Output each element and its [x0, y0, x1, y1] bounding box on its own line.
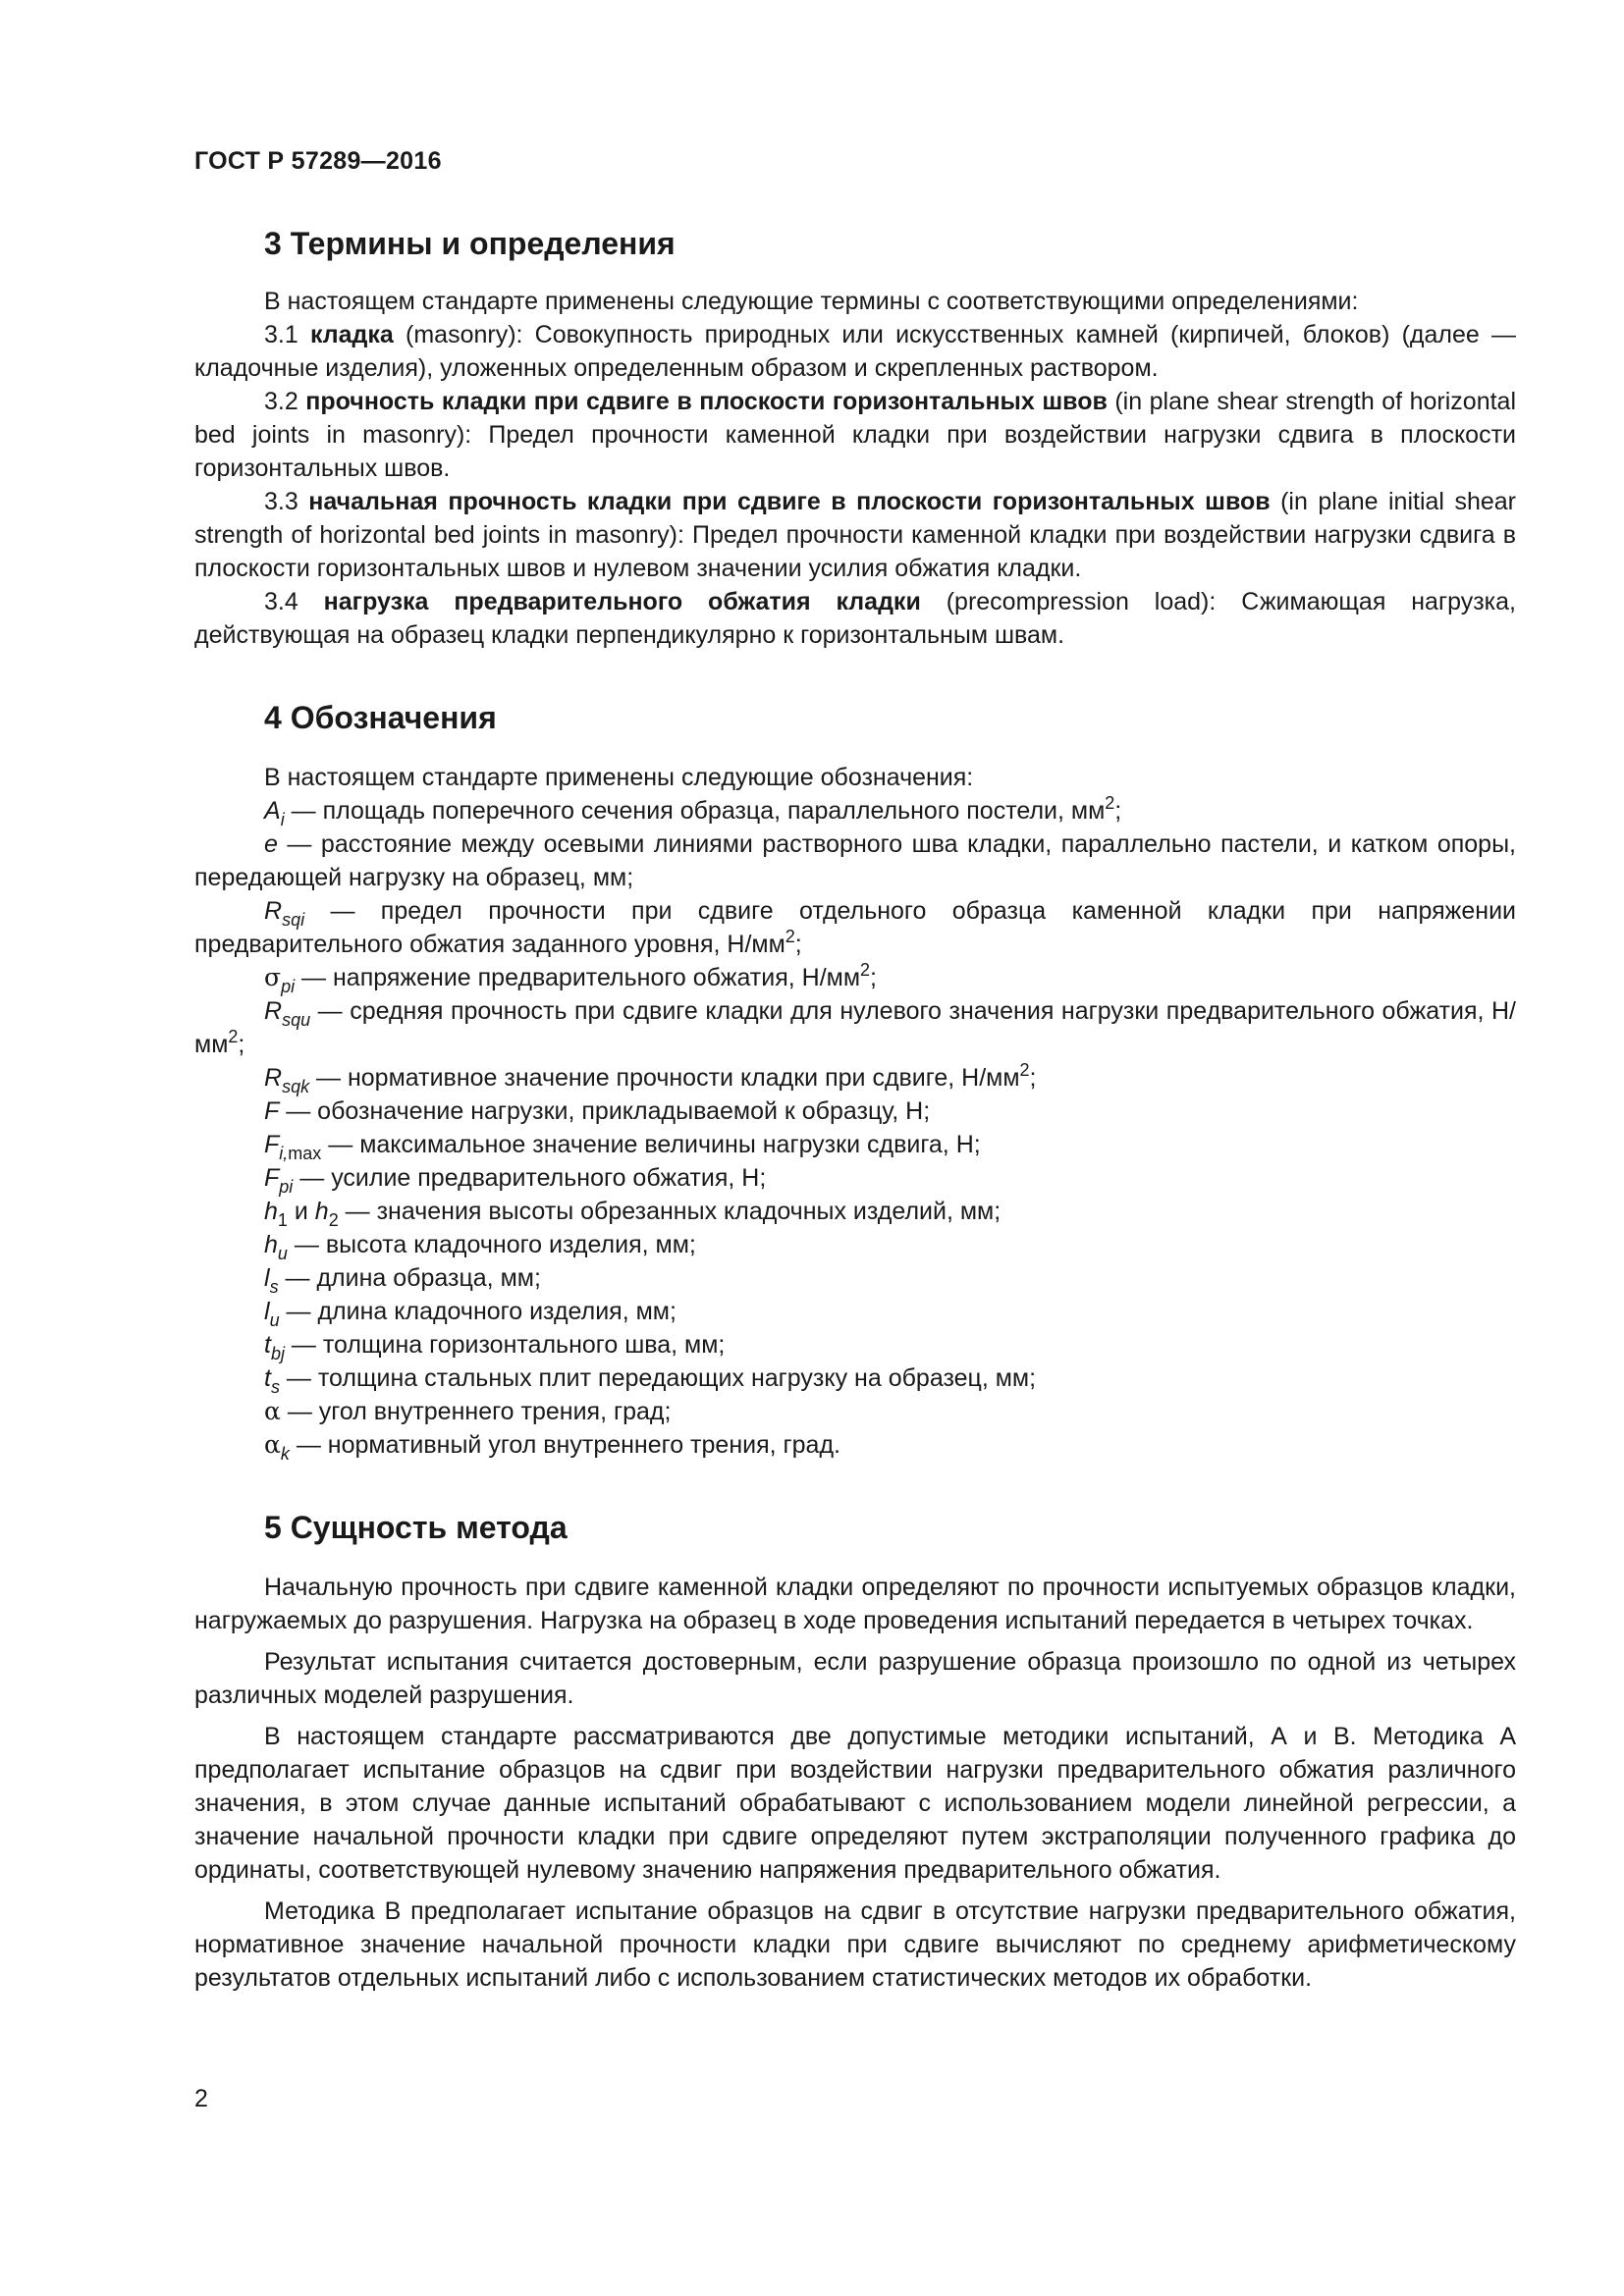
symbol: α [264, 1430, 281, 1459]
symbol: α [264, 1397, 281, 1425]
symbol-definition [194, 1395, 1516, 1428]
symbol-tail: ; [238, 1031, 245, 1058]
symbol-text: — значения высоты обрезанных кладочных изделий, мм; [338, 1198, 1001, 1225]
symbol-text: — нормативное значение прочности кладки при сдвиге, Н/мм [309, 1064, 1020, 1092]
symbol-definition [194, 1261, 1516, 1295]
symbol-text: — средняя прочность при сдвиге кладки для нулевого значения нагрузки предварительного обжатия, Н/мм [194, 997, 1516, 1058]
symbol-text: — площадь поперечного сечения образца, параллельного постели, мм [284, 797, 1106, 825]
symbol-definition [194, 1061, 1516, 1095]
symbol-subscript: bj [270, 1344, 285, 1363]
symbol-joiner: и [287, 1198, 315, 1225]
section-3-intro: В настоящем стандарте применены следующие термины с соответствующими определениями: [264, 288, 1359, 315]
symbol-subscript: u [277, 1244, 288, 1263]
unit-superscript: 2 [1019, 1060, 1030, 1080]
symbol-subscript: i, [279, 1144, 289, 1163]
standard-header: ГОСТ Р 57289—2016 [194, 147, 442, 175]
section-terms [194, 224, 1516, 652]
section-4-title: 4 Обозначения [264, 700, 497, 735]
term-number: 3.4 [264, 588, 324, 615]
symbol-subscript: pi [281, 977, 296, 996]
symbol-subscript: s [269, 1277, 279, 1297]
symbol: t [264, 1364, 271, 1392]
symbol: F [264, 1164, 280, 1192]
symbol-definition [194, 828, 1516, 894]
symbol: A [264, 797, 281, 825]
symbol-definition [194, 1228, 1516, 1261]
symbol-subscript: i [280, 810, 285, 829]
unit-superscript: 2 [228, 1027, 239, 1046]
symbol-text: — длина образца, мм; [278, 1264, 541, 1292]
term-number: 3.3 [264, 488, 309, 515]
term-text: (in plane initial shear strength of horizontal bed joints in masonry): Предел прочности каменной кладки при воздействии нагрузки сдвига в плоскости горизонтальных швов и нулевом значении усилия обжатия кладки. [194, 488, 1516, 582]
symbol-text: — толщина горизонтального шва, мм; [284, 1331, 726, 1359]
symbol-definition [194, 894, 1516, 961]
symbol: R [264, 897, 283, 925]
method-paragraph: Начальную прочность при сдвиге каменной кладки определяют по прочности испытуемых образцов кладки, нагружаемых до разрушения. Нагрузка на образец в ходе проведения испытаний передается в четырех точках. [194, 1574, 1516, 1634]
symbol: R [264, 997, 283, 1025]
symbol-definition [194, 1428, 1516, 1462]
page-number: 2 [194, 2085, 208, 2112]
unit-superscript: 2 [785, 927, 795, 946]
symbol-text: — усилие предварительного обжатия, Н; [293, 1164, 767, 1192]
term-definition [194, 585, 1516, 652]
method-paragraph: Методика В предполагает испытание образцов на сдвиг в отсутствие нагрузки предварительного обжатия, нормативное значение начальной прочности кладки при сдвиге вычисляют по среднему арифметическому результатов отдельных испытаний либо с использованием статистических методов их обработки. [194, 1897, 1516, 1992]
symbol-tail: ; [1114, 797, 1122, 825]
method-paragraphs [194, 1571, 1516, 1995]
symbol-definition [194, 1195, 1516, 1228]
symbol-subscript: squ [282, 1010, 311, 1030]
symbol: F [264, 1097, 280, 1125]
symbol: t [264, 1331, 271, 1359]
section-3-title: 3 Термины и определения [264, 226, 676, 261]
symbol-text: — длина кладочного изделия, мм; [279, 1298, 677, 1325]
symbol-subscript: pi [279, 1177, 294, 1197]
symbol-definition [194, 961, 1516, 994]
symbol-text: — угол внутреннего трения, град; [280, 1398, 672, 1425]
terms-list [194, 318, 1516, 652]
symbol-definition [194, 1328, 1516, 1362]
symbol-text: — напряжение предварительного обжатия, Н/мм [295, 964, 861, 991]
section-4-intro: В настоящем стандарте применены следующие обозначения: [264, 764, 974, 791]
symbol-tail: ; [1029, 1064, 1037, 1092]
term-name: кладка [309, 321, 394, 348]
term-number: 3.2 [264, 388, 306, 415]
section-symbols [194, 698, 1516, 1462]
symbol-tail: ; [870, 964, 877, 991]
term-name: прочность кладки при сдвиге в плоскости горизонтальных швов [305, 388, 1108, 415]
symbol: R [264, 1064, 283, 1092]
term-text: (in plane shear strength of horizontal bed joints in masonry): Предел прочности каменной кладки при воздействии нагрузки сдвига в плоскости горизонтальных швов. [194, 388, 1517, 482]
symbol-text: — обозначение нагрузки, прикладываемой к образцу, Н; [279, 1097, 931, 1125]
symbol-definition [194, 1362, 1516, 1395]
symbol: l [264, 1264, 270, 1292]
symbol-subscript: sqi [282, 910, 305, 930]
term-definition [194, 318, 1516, 385]
symbol-subscript: k [280, 1444, 290, 1464]
term-definition [194, 485, 1516, 585]
symbol-definition [194, 1095, 1516, 1128]
term-text: (masonry): Совокупность природных или искусственных камней (кирпичей, блоков) (далее — кладочные изделия), уложенных определенным образом и скрепленных раствором. [194, 321, 1516, 382]
symbol: F [264, 1131, 280, 1158]
symbol: e [264, 830, 278, 858]
symbol-subscript: u [269, 1310, 280, 1330]
symbol-subscript: 2 [328, 1210, 339, 1230]
symbol-text: — расстояние между осевыми линиями растворного шва кладки, параллельно пастели, и катком опоры, передающей нагрузку на образец, мм; [194, 830, 1516, 891]
symbol-subscript: sqk [282, 1077, 310, 1096]
page-content [194, 224, 1516, 1995]
section-method [194, 1508, 1516, 1995]
symbols-list [194, 794, 1516, 1462]
symbol-text: — нормативный угол внутреннего трения, град. [289, 1431, 840, 1459]
symbol: h [264, 1231, 278, 1258]
symbol-tail: ; [794, 931, 802, 958]
term-definition [194, 385, 1516, 485]
symbol-text: — максимальное значение величины нагрузки сдвига, Н; [321, 1131, 981, 1158]
symbol: h [314, 1198, 329, 1225]
method-paragraph: Результат испытания считается достоверным, если разрушение образца произошло по одной из четырех различных моделей разрушения. [194, 1648, 1516, 1709]
term-name: начальная прочность кладки при сдвиге в плоскости горизонтальных швов [308, 488, 1271, 515]
term-name: нагрузка предварительного обжатия кладки [323, 588, 921, 615]
symbol-definition [194, 794, 1516, 828]
symbol: h [264, 1198, 278, 1225]
term-number: 3.1 [264, 321, 310, 348]
unit-superscript: 2 [860, 960, 871, 980]
symbol: σ [264, 963, 282, 991]
unit-superscript: 2 [1105, 793, 1115, 813]
section-5-title: 5 Сущность метода [264, 1510, 568, 1545]
symbol-definition [194, 994, 1516, 1061]
symbol-definition [194, 1295, 1516, 1328]
symbol-text: — высота кладочного изделия, мм; [287, 1231, 696, 1258]
symbol-definition [194, 1128, 1516, 1161]
symbol-subscript: 1 [277, 1210, 288, 1230]
symbol-subscript: s [270, 1377, 280, 1397]
term-text: (precompression load): Сжимающая нагрузка, действующая на образец кладки перпендикулярно к горизонтальным швам. [194, 588, 1516, 649]
symbol-definition [194, 1161, 1516, 1195]
symbol-subscript-upright: max [288, 1144, 322, 1163]
symbol-text: — толщина стальных плит передающих нагрузку на образец, мм; [279, 1364, 1037, 1392]
symbol-text: — предел прочности при сдвиге отдельного образца каменной кладки при напряжении предварительного обжатия заданного уровня, Н/мм [194, 897, 1516, 958]
symbol: l [264, 1298, 270, 1325]
method-paragraph: В настоящем стандарте рассматриваются две допустимые методики испытаний, А и В. Методика А предполагает испытание образцов на сдвиг при воздействии нагрузки предварительного обжатия различного значения, в этом случае данные испытаний обрабатывают с использованием модели линейной регрессии, а значение начальной прочности кладки при сдвиге определяют путем экстраполяции полученного графика до ординаты, соответствующей нулевому значению напряжения предварительного обжатия. [194, 1723, 1516, 1884]
